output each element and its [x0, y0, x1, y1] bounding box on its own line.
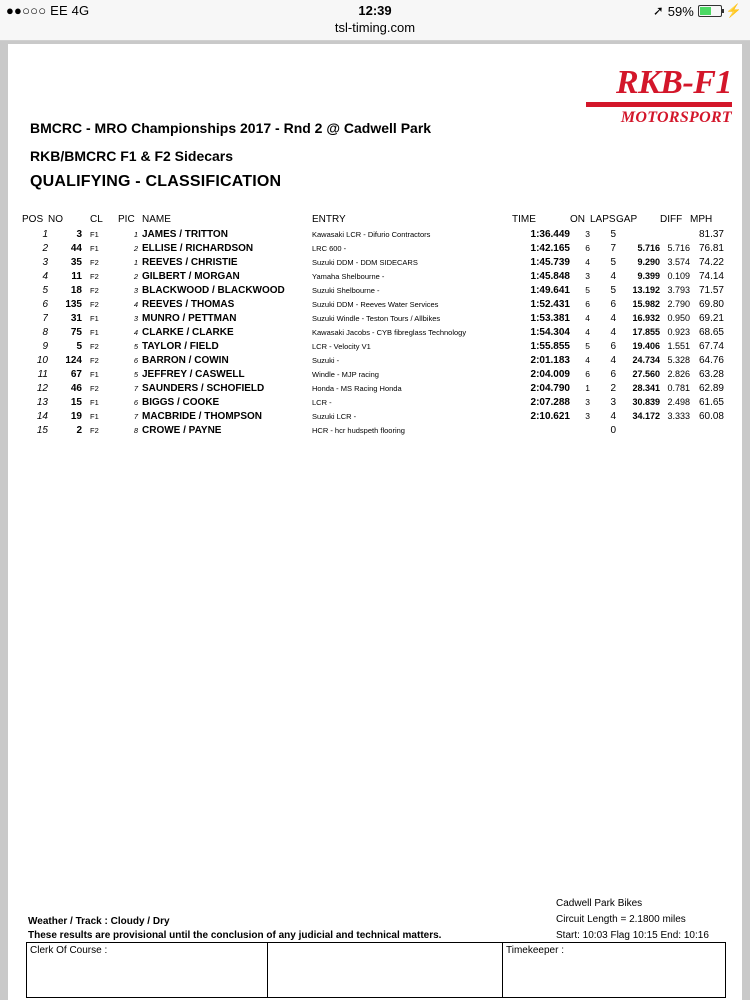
- cell-diff: 3.574: [667, 257, 690, 267]
- cell-name: CLARKE / CLARKE: [142, 326, 234, 338]
- cell-cl: F2: [90, 299, 99, 309]
- cell-time: 1:55.855: [530, 340, 570, 352]
- cell-pic: 5: [133, 369, 138, 379]
- cell-diff: 3.333: [667, 411, 690, 421]
- col-pos: POS: [22, 214, 44, 225]
- cell-no: 18: [70, 284, 82, 296]
- table-row: [22, 381, 724, 395]
- cell-gap: 34.172: [632, 411, 660, 421]
- cell-pos: 10: [36, 354, 48, 366]
- status-clock: 12:39: [358, 3, 392, 18]
- table-row: [22, 269, 724, 283]
- cell-pos: 7: [42, 312, 48, 324]
- cell-gap: 13.192: [632, 285, 660, 295]
- col-laps: LAPS: [590, 214, 616, 225]
- cell-entry: Honda - MS Racing Honda: [312, 383, 402, 393]
- cell-diff: 5.716: [667, 243, 690, 253]
- cell-time: 1:49.641: [530, 284, 570, 296]
- cell-on: 6: [585, 243, 590, 253]
- rkb-f1-logo: [582, 66, 732, 130]
- cell-no: 5: [76, 340, 82, 352]
- table-row: [22, 241, 724, 255]
- cell-cl: F1: [90, 411, 99, 421]
- cell-laps: 4: [610, 410, 616, 422]
- signature-box: [26, 942, 726, 998]
- cell-diff: 5.328: [667, 355, 690, 365]
- cell-name: GILBERT / MORGAN: [142, 270, 240, 282]
- cell-entry: LCR - Velocity V1: [312, 341, 371, 351]
- cell-time: 2:07.288: [530, 396, 570, 408]
- cell-no: 15: [70, 396, 82, 408]
- cell-pic: 5: [133, 341, 138, 351]
- cell-cl: F1: [90, 243, 99, 253]
- col-name: NAME: [142, 214, 171, 225]
- cell-pos: 8: [42, 326, 48, 338]
- cell-name: CROWE / PAYNE: [142, 424, 222, 436]
- cell-no: 135: [65, 298, 82, 310]
- cell-cl: F2: [90, 341, 99, 351]
- cell-mph: 76.81: [698, 242, 724, 254]
- battery-icon: [698, 5, 722, 17]
- cell-cl: F1: [90, 327, 99, 337]
- cell-on: 5: [585, 341, 590, 351]
- cell-pic: 1: [133, 257, 138, 267]
- cell-on: 3: [585, 397, 590, 407]
- cell-cl: F2: [90, 285, 99, 295]
- cell-time: 1:45.848: [530, 270, 570, 282]
- cell-pic: 2: [133, 243, 138, 253]
- cell-entry: Windle - MJP racing: [312, 369, 379, 379]
- address-bar[interactable]: tsl-timing.com: [0, 20, 750, 41]
- cell-mph: 74.14: [698, 270, 724, 282]
- cell-time: 1:53.381: [530, 312, 570, 324]
- cell-time: 1:52.431: [530, 298, 570, 310]
- table-row: [22, 353, 724, 367]
- cell-pos: 14: [36, 410, 48, 422]
- cell-no: 3: [76, 228, 82, 240]
- cell-on: 4: [585, 327, 590, 337]
- cell-pos: 4: [42, 270, 48, 282]
- logo-sub: MOTORSPORT: [620, 109, 732, 126]
- table-row: [22, 227, 724, 241]
- battery-percent: 59%: [667, 3, 694, 19]
- cell-on: [570, 423, 590, 437]
- cell-mph: 69.21: [698, 312, 724, 324]
- cell-on: 4: [585, 355, 590, 365]
- cell-no: 44: [70, 242, 82, 254]
- cell-pic: 4: [133, 299, 138, 309]
- cell-laps: 4: [610, 312, 616, 324]
- cell-entry: HCR - hcr hudspeth flooring: [312, 425, 405, 435]
- table-row: [22, 395, 724, 409]
- cell-diff: 0.109: [667, 271, 690, 281]
- col-cl: CL: [90, 214, 103, 225]
- session-times: Start: 10:03 Flag 10:15 End: 10:16: [556, 930, 709, 941]
- cell-entry: Kawasaki LCR - Difurio Contractors: [312, 229, 431, 239]
- cell-mph: 71.57: [698, 284, 724, 296]
- cell-mph: 61.65: [698, 396, 724, 408]
- cell-on: 3: [585, 271, 590, 281]
- cell-entry: Suzuki DDM - Reeves Water Services: [312, 299, 439, 309]
- signature-blank: [268, 943, 503, 997]
- cell-gap: 17.855: [632, 327, 660, 337]
- cell-diff: 0.950: [667, 313, 690, 323]
- provisional-notice: These results are provisional until the conclusion of any judicial and technical matters.: [28, 930, 442, 941]
- col-entry: ENTRY: [312, 214, 346, 225]
- cell-pos: 2: [42, 242, 48, 254]
- cell-laps: 5: [610, 256, 616, 268]
- col-on: ON: [570, 214, 585, 225]
- col-mph: MPH: [690, 214, 713, 225]
- cell-gap: 5.716: [637, 243, 660, 253]
- cell-no: 124: [65, 354, 82, 366]
- col-pic: PIC: [118, 214, 135, 225]
- cell-pos: 15: [36, 424, 48, 436]
- cell-cl: F1: [90, 369, 99, 379]
- cell-mph: 62.89: [698, 382, 724, 394]
- cell-laps: 3: [610, 396, 616, 408]
- cell-cl: F2: [90, 271, 99, 281]
- cell-entry: Suzuki Windle - Teston Tours / Allbikes: [312, 313, 441, 323]
- cell-cl: F1: [90, 397, 99, 407]
- location-arrow-icon: ➚: [652, 3, 664, 18]
- cell-name: MACBRIDE / THOMPSON: [142, 410, 262, 422]
- cell-pos: 11: [37, 368, 48, 380]
- cell-pos: 12: [36, 382, 48, 394]
- results-table: [22, 212, 724, 437]
- cell-diff: 2.826: [667, 369, 690, 379]
- cell-pic: 7: [133, 411, 138, 421]
- cell-no: 67: [70, 368, 82, 380]
- cell-pos: 9: [42, 340, 48, 352]
- cell-cl: F2: [90, 383, 99, 393]
- cell-pic: 8: [133, 425, 138, 435]
- cell-pic: 3: [133, 285, 138, 295]
- cell-no: 11: [71, 270, 82, 282]
- cell-on: 6: [585, 369, 590, 379]
- cell-name: BARRON / COWIN: [142, 354, 229, 366]
- table-row: [22, 255, 724, 269]
- cell-diff: 0.781: [667, 383, 690, 393]
- cell-entry: Suzuki Shelbourne -: [312, 285, 380, 295]
- cell-entry: Suzuki LCR -: [312, 411, 357, 421]
- cell-name: ELLISE / RICHARDSON: [142, 242, 254, 254]
- cell-no: 2: [76, 424, 82, 436]
- cell-name: BLACKWOOD / BLACKWOOD: [142, 284, 285, 296]
- cell-pic: 1: [133, 229, 138, 239]
- cell-laps: 6: [610, 298, 616, 310]
- cell-on: 6: [585, 299, 590, 309]
- cell-cl: F2: [90, 425, 99, 435]
- cell-gap: 27.560: [632, 369, 660, 379]
- cell-entry: LCR -: [312, 397, 332, 407]
- cell-mph: 69.80: [698, 298, 724, 310]
- table-row: [22, 423, 724, 437]
- cell-laps: 5: [610, 228, 616, 240]
- cell-gap: 24.734: [632, 355, 660, 365]
- cell-time: 1:42.165: [530, 242, 570, 254]
- cell-diff: 1.551: [667, 341, 690, 351]
- cell-cl: F1: [90, 229, 99, 239]
- cell-pic: 4: [133, 327, 138, 337]
- cell-laps: 4: [610, 326, 616, 338]
- cell-diff: 0.923: [667, 327, 690, 337]
- cell-on: 5: [585, 285, 590, 295]
- cell-pic: 7: [133, 383, 138, 393]
- cell-time: [512, 423, 570, 437]
- cell-laps: 4: [610, 270, 616, 282]
- table-header: [22, 212, 724, 227]
- cell-name: MUNRO / PETTMAN: [142, 312, 237, 324]
- cell-time: 2:04.790: [530, 382, 570, 394]
- cell-entry: Suzuki -: [312, 355, 340, 365]
- cell-laps: 2: [610, 382, 616, 394]
- cell-name: JAMES / TRITTON: [142, 228, 228, 240]
- cell-laps: 6: [610, 340, 616, 352]
- cell-laps: 5: [610, 284, 616, 296]
- cell-pic: 3: [133, 313, 138, 323]
- cell-time: 1:54.304: [530, 326, 570, 338]
- cell-pos: 13: [36, 396, 48, 408]
- cell-gap: 28.341: [632, 383, 660, 393]
- cell-time: 1:45.739: [530, 256, 570, 268]
- table-row: [22, 311, 724, 325]
- cell-mph: [690, 423, 724, 437]
- table-row: [22, 409, 724, 423]
- cell-mph: 74.22: [698, 256, 724, 268]
- cell-pos: 5: [42, 284, 48, 296]
- table-row: [22, 367, 724, 381]
- table-row: [22, 325, 724, 339]
- cell-pic: 6: [133, 355, 138, 365]
- logo-stripe: [586, 102, 732, 107]
- cell-on: 1: [585, 383, 590, 393]
- cell-laps: 0: [610, 424, 616, 436]
- cell-time: 1:36.449: [530, 228, 570, 240]
- cell-diff: 2.498: [667, 397, 690, 407]
- cell-on: 3: [585, 229, 590, 239]
- cell-cl: F2: [90, 355, 99, 365]
- cell-mph: 68.65: [698, 326, 724, 338]
- cell-entry: LRC 600 -: [312, 243, 347, 253]
- cell-no: 46: [70, 382, 82, 394]
- cell-mph: 81.37: [698, 228, 724, 240]
- cell-no: 31: [70, 312, 82, 324]
- table-row: [22, 283, 724, 297]
- carrier-signal: ●●○○○ EE 4G: [6, 3, 90, 18]
- cell-name: SAUNDERS / SCHOFIELD: [142, 382, 265, 394]
- cell-laps: 4: [610, 354, 616, 366]
- cell-gap: [616, 227, 660, 241]
- cell-mph: 60.08: [698, 410, 724, 422]
- class-title: RKB/BMCRC F1 & F2 Sidecars: [30, 148, 234, 164]
- cell-diff: [660, 227, 690, 241]
- logo-main: RKB-F1: [615, 64, 732, 101]
- cell-gap: 19.406: [632, 341, 660, 351]
- cell-diff: 3.793: [667, 285, 690, 295]
- cell-gap: 16.932: [632, 313, 660, 323]
- cell-name: REEVES / THOMAS: [142, 298, 235, 310]
- cell-name: BIGGS / COOKE: [142, 396, 220, 408]
- status-bar: [0, 0, 750, 20]
- cell-diff: [660, 423, 690, 437]
- circuit-info: [556, 896, 709, 944]
- cell-no: 35: [70, 256, 82, 268]
- weather-track: Weather / Track : Cloudy / Dry: [28, 916, 170, 927]
- cell-pic: 2: [133, 271, 138, 281]
- cell-mph: 63.28: [698, 368, 724, 380]
- cell-no: 19: [70, 410, 82, 422]
- cell-gap: 9.399: [637, 271, 660, 281]
- col-no: NO: [48, 214, 63, 225]
- timekeeper: Timekeeper :: [506, 945, 564, 956]
- cell-name: REEVES / CHRISTIE: [142, 256, 238, 268]
- cell-pos: 6: [42, 298, 48, 310]
- status-right: [653, 3, 742, 19]
- cell-pic: 6: [133, 397, 138, 407]
- cell-name: TAYLOR / FIELD: [142, 340, 219, 352]
- cell-on: 4: [585, 313, 590, 323]
- cell-no: 75: [70, 326, 82, 338]
- cell-on: 4: [585, 257, 590, 267]
- col-time: TIME: [512, 214, 536, 225]
- results-sheet: [8, 44, 742, 1000]
- charging-icon: ⚡: [725, 3, 742, 18]
- clerk-of-course: Clerk Of Course :: [27, 943, 268, 997]
- cell-laps: 6: [610, 368, 616, 380]
- cell-entry: Suzuki DDM - DDM SIDECARS: [312, 257, 418, 267]
- cell-diff: 2.790: [667, 299, 690, 309]
- cell-name: JEFFREY / CASWELL: [142, 368, 245, 380]
- cell-pos: 3: [42, 256, 48, 268]
- cell-cl: F1: [90, 313, 99, 323]
- cell-gap: 30.839: [632, 397, 660, 407]
- cell-pos: 1: [42, 228, 48, 240]
- cell-gap: 15.982: [632, 299, 660, 309]
- table-row: [22, 339, 724, 353]
- cell-time: 2:10.621: [530, 410, 570, 422]
- cell-mph: 67.74: [698, 340, 724, 352]
- circuit-name: Cadwell Park Bikes: [556, 898, 643, 909]
- session-title: QUALIFYING - CLASSIFICATION: [30, 173, 282, 190]
- cell-gap: [616, 423, 660, 437]
- table-row: [22, 297, 724, 311]
- cell-entry: Kawasaki Jacobs - CYB fibreglass Technology: [312, 327, 467, 337]
- cell-time: 2:04.009: [530, 368, 570, 380]
- cell-on: 3: [585, 411, 590, 421]
- cell-mph: 64.76: [698, 354, 724, 366]
- circuit-length: Circuit Length = 2.1800 miles: [556, 914, 686, 925]
- cell-laps: 7: [610, 242, 616, 254]
- event-title: BMCRC - MRO Championships 2017 - Rnd 2 @ Cadwell Park: [30, 120, 432, 136]
- col-gap: GAP: [616, 214, 638, 225]
- col-diff: DIFF: [660, 214, 683, 225]
- cell-time: 2:01.183: [530, 354, 570, 366]
- cell-gap: 9.290: [637, 257, 660, 267]
- cell-entry: Yamaha Shelbourne -: [312, 271, 385, 281]
- cell-cl: F2: [90, 257, 99, 267]
